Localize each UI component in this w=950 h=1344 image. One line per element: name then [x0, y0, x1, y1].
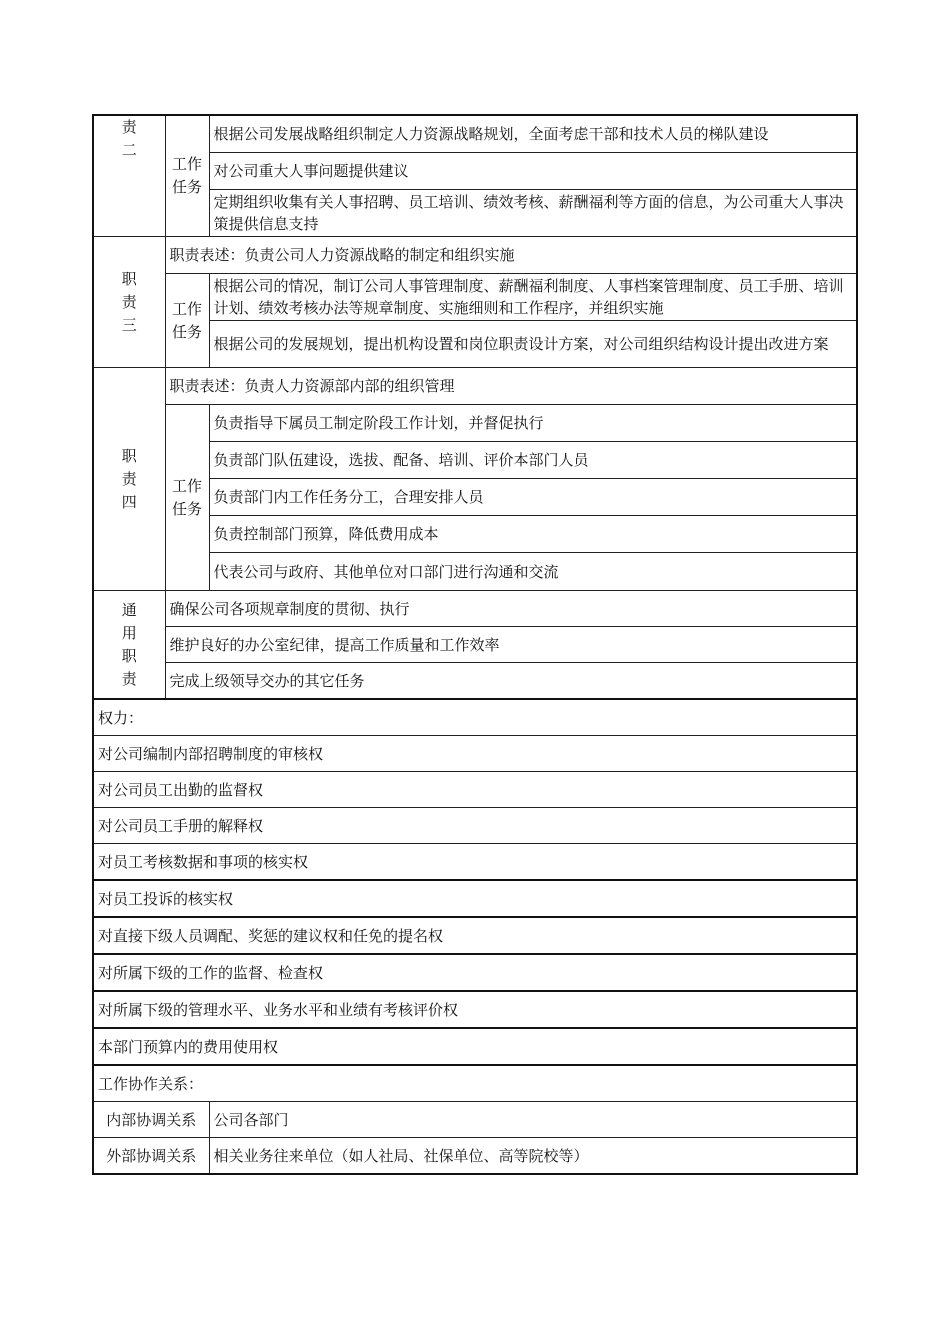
powers-heading: 权力： — [93, 699, 857, 736]
power-row — [93, 808, 857, 844]
internal-relation-label: 内部协调关系 — [93, 1102, 209, 1138]
duty4-task-2: 负责部门队伍建设，选拔、配备、培训、评价本部门人员 — [209, 442, 857, 479]
general-label: 通用职责 — [121, 600, 137, 688]
power-item-2: 对公司员工出勤的监督权 — [93, 772, 857, 808]
power-row — [93, 844, 857, 881]
power-row — [93, 954, 857, 991]
duty4-task-label-cell — [165, 405, 209, 591]
duty4-task-1: 负责指导下属员工制定阶段工作计划，并督促执行 — [209, 405, 857, 442]
duty3-row-1 — [93, 237, 857, 274]
duty3-task-label-cell — [165, 274, 209, 368]
powers-heading-row — [93, 699, 857, 736]
duty4-row-1 — [93, 368, 857, 405]
duty2-task-1: 根据公司发展战略组织制定人力资源战略规划，全面考虑干部和技术人员的梯队建设 — [209, 115, 857, 153]
duty3-task-label: 工作任务 — [172, 299, 203, 341]
power-row — [93, 917, 857, 954]
power-row — [93, 1028, 857, 1065]
general-item-1: 确保公司各项规章制度的贯彻、执行 — [165, 591, 857, 627]
duty4-task-3: 负责部门内工作任务分工，合理安排人员 — [209, 479, 857, 516]
power-item-7: 对所属下级的工作的监督、检查权 — [93, 954, 857, 991]
duty4-task-5: 代表公司与政府、其他单位对口部门进行沟通和交流 — [209, 553, 857, 591]
power-item-4: 对员工考核数据和事项的核实权 — [93, 844, 857, 881]
duty4-task-4: 负责控制部门预算，降低费用成本 — [209, 516, 857, 553]
general-row-1 — [93, 591, 857, 627]
relations-heading-row — [93, 1065, 857, 1102]
power-row — [93, 880, 857, 917]
duty2-task-label-cell — [165, 115, 209, 237]
relations-external-row — [93, 1138, 857, 1175]
power-item-9: 本部门预算内的费用使用权 — [93, 1028, 857, 1065]
general-item-2: 维护良好的办公室纪律，提高工作质量和工作效率 — [165, 627, 857, 663]
duty3-label-cell — [93, 237, 165, 368]
duty4-task-label: 工作任务 — [172, 476, 203, 518]
power-item-6: 对直接下级人员调配、奖惩的建议权和任免的提名权 — [93, 917, 857, 954]
duty3-task-2: 根据公司的发展规划，提出机构设置和岗位职责设计方案，对公司组织结构设计提出改进方案 — [209, 321, 857, 368]
relations-internal-row — [93, 1102, 857, 1138]
duty4-row-2 — [93, 405, 857, 442]
duty4-label-cell — [93, 368, 165, 591]
duty4-label: 职责四 — [121, 446, 137, 511]
relations-heading: 工作协作关系： — [93, 1065, 857, 1102]
power-row — [93, 736, 857, 772]
internal-relation-value: 公司各部门 — [209, 1102, 857, 1138]
power-row — [93, 991, 857, 1028]
general-item-3: 完成上级领导交办的其它任务 — [165, 663, 857, 700]
duty2-row-1 — [93, 115, 857, 153]
power-item-1: 对公司编制内部招聘制度的审核权 — [93, 736, 857, 772]
duty3-statement: 职责表述：负责公司人力资源战略的制定和组织实施 — [165, 237, 857, 274]
general-row-2 — [93, 627, 857, 663]
power-item-8: 对所属下级的管理水平、业务水平和业绩有考核评价权 — [93, 991, 857, 1028]
job-description-table — [92, 114, 858, 1175]
power-item-5: 对员工投诉的核实权 — [93, 880, 857, 917]
duty3-label: 职责三 — [121, 269, 137, 334]
duty2-task-2: 对公司重大人事问题提供建议 — [209, 153, 857, 190]
duty2-task-3: 定期组织收集有关人事招聘、员工培训、绩效考核、薪酬福利等方面的信息，为公司重大人事决策提供信息支持 — [209, 190, 857, 237]
external-relation-label: 外部协调关系 — [93, 1138, 209, 1175]
duty3-row-2 — [93, 274, 857, 321]
duty4-statement: 职责表述：负责人力资源部内部的组织管理 — [165, 368, 857, 405]
duty3-task-1: 根据公司的情况，制订公司人事管理制度、薪酬福利制度、人事档案管理制度、员工手册、培训计划、绩效考核办法等规章制度、实施细则和工作程序，并组织实施 — [209, 274, 857, 321]
external-relation-value: 相关业务往来单位（如人社局、社保单位、高等院校等） — [209, 1138, 857, 1175]
general-row-3 — [93, 663, 857, 700]
general-label-cell — [93, 591, 165, 700]
power-row — [93, 772, 857, 808]
duty2-label: 责二 — [121, 118, 137, 159]
duty2-label-cell — [93, 115, 165, 237]
power-item-3: 对公司员工手册的解释权 — [93, 808, 857, 844]
duty2-task-label: 工作任务 — [172, 155, 203, 196]
